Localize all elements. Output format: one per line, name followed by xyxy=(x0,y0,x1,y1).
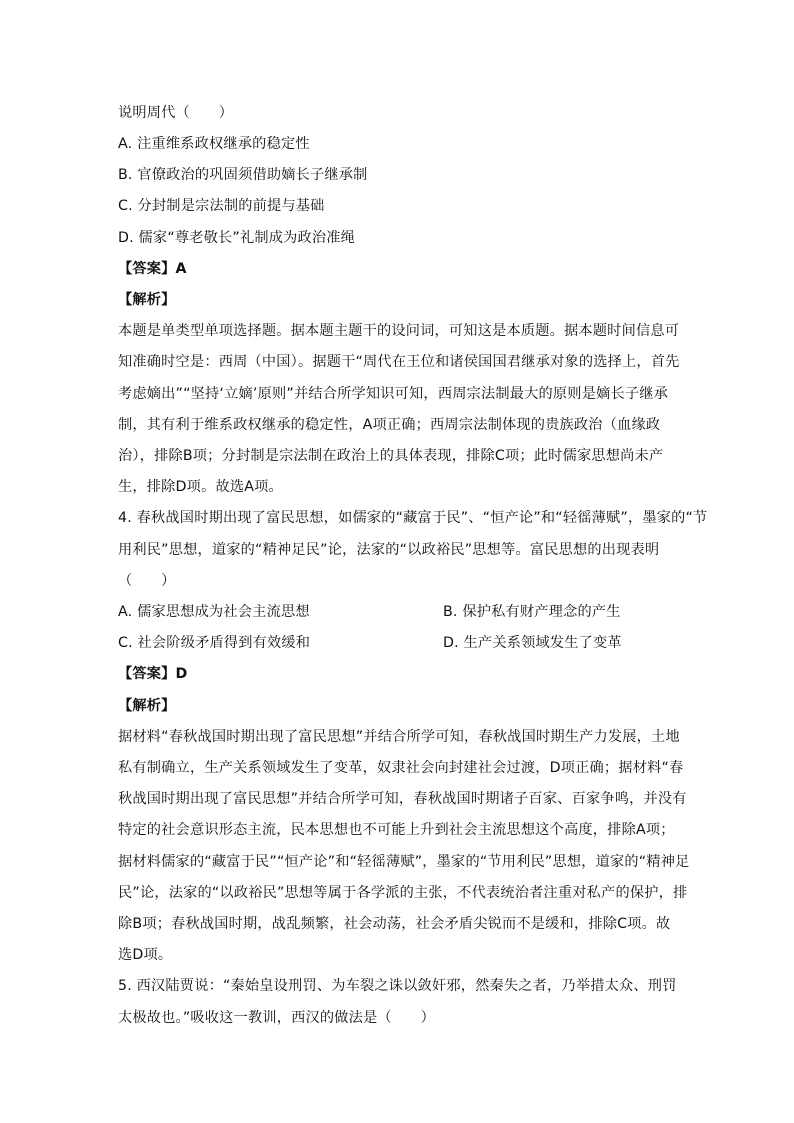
q4-answer: 【答案】D xyxy=(118,666,188,682)
q4-stem-line: （ ） xyxy=(118,573,176,589)
q4-analysis-line: 秋战国时期出现了富民思想”并结合所学可知，春秋战国时期诸子百家、百家争鸣，并没有 xyxy=(118,791,687,807)
q4-analysis-line: 特定的社会意识形态主流，民本思想也不可能上升到社会主流思想这个高度，排除A项； xyxy=(118,822,675,838)
q5-stem-line: 5. 西汉陆贾说：“秦始皇设刑罚、为车裂之诛以敛奸邪，然秦失之者，乃举措太众、刑罚 xyxy=(118,978,677,994)
q3-analysis-line: 制，其有利于维系政权继承的稳定性，A项正确；西周宗法制体现的贵族政治（血缘政 xyxy=(118,417,661,433)
q4-analysis-line: 据材料儒家的“藏富于民”“恒产论”和“轻徭薄赋”，墨家的“节用利民”思想，道家的“精神足 xyxy=(118,854,690,870)
q3-analysis-line: 考虑嫡出”“坚持‘立嫡’原则”并结合所学知识可知，西周宗法制最大的原则是嫡长子继承 xyxy=(118,386,669,402)
q4-analysis-heading: 【解析】 xyxy=(118,698,176,714)
q3-analysis-line: 知准确时空是：西周（中国）。据题干“周代在王位和诸侯国国君继承对象的选择上，首先 xyxy=(118,354,680,370)
q4-analysis-line: 据材料“春秋战国时期出现了富民思想”并结合所学可知，春秋战国时期生产力发展，土地 xyxy=(118,729,680,745)
q4-option-d: D. 生产关系领域发生了变革 xyxy=(443,635,622,651)
q4-analysis-line: 民”论，法家的“以政裕民”思想等属于各学派的主张，不代表统治者注重对私产的保护，排 xyxy=(118,885,688,901)
q4-analysis-line: 选D项。 xyxy=(118,947,173,963)
q3-answer: 【答案】A xyxy=(118,261,187,277)
q3-option-c: C. 分封制是宗法制的前提与基础 xyxy=(118,198,325,214)
q4-option-b: B. 保护私有财产理念的产生 xyxy=(443,604,621,620)
q3-analysis-heading: 【解析】 xyxy=(118,292,176,308)
q3-option-b: B. 官僚政治的巩固须借助嫡长子继承制 xyxy=(118,167,368,183)
q4-analysis-line: 私有制确立，生产关系领域发生了变革，奴隶社会向封建社会过渡，D项正确；据材料“春 xyxy=(118,760,684,776)
q3-option-d: D. 儒家“尊老敬长”礼制成为政治准绳 xyxy=(118,230,356,246)
q4-option-a: A. 儒家思想成为社会主流思想 xyxy=(118,604,310,620)
q3-analysis-line: 治），排除B项；分封制是宗法制在政治上的具体表现，排除C项；此时儒家思想尚未产 xyxy=(118,448,664,464)
q4-stem-line: 用利民”思想，道家的“精神足民”论，法家的“以政裕民”思想等。富民思想的出现表明 xyxy=(118,542,660,558)
q3-analysis-line: 生，排除D项。故选A项。 xyxy=(118,479,283,495)
q4-option-c: C. 社会阶级矛盾得到有效缓和 xyxy=(118,635,311,651)
q5-stem-line: 太极故也。”吸收这一教训，西汉的做法是（ ） xyxy=(118,1010,435,1026)
q3-analysis-line: 本题是单类型单项选择题。据本题主题干的设问词，可知这是本质题。据本题时间信息可 xyxy=(118,323,680,339)
q3-stem-end: 说明周代（ ） xyxy=(118,105,234,121)
q4-analysis-line: 除B项；春秋战国时期，战乱频繁，社会动荡，社会矛盾尖锐而不是缓和，排除C项。故 xyxy=(118,916,671,932)
q4-stem-line: 4. 春秋战国时期出现了富民思想，如儒家的“藏富于民”、“恒产论”和“轻徭薄赋”，墨家的“节 xyxy=(118,510,708,526)
q3-option-a: A. 注重维系政权继承的稳定性 xyxy=(118,136,310,152)
